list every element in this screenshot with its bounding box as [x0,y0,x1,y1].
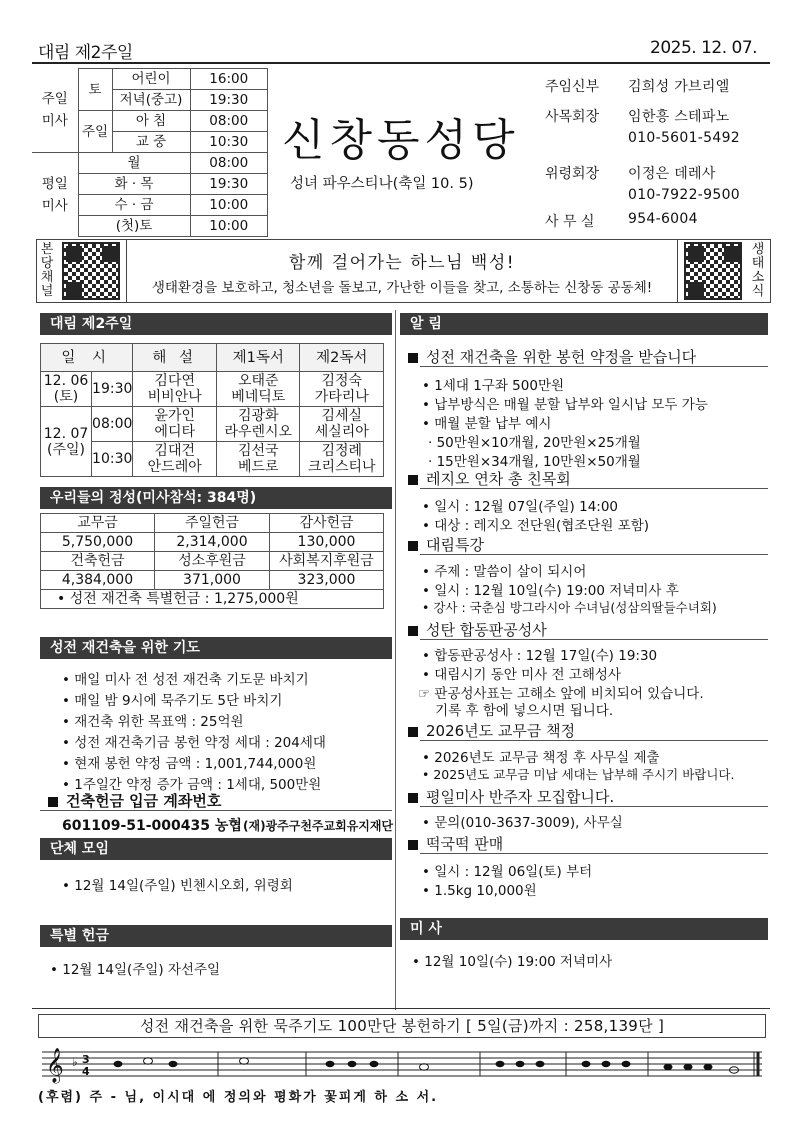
band-text: 생태환경을 보호하고, 청소년을 돌보고, 가난한 이들을 찾고, 소통하는 신창동 공동체! [151,280,653,296]
notice-item: • 1.5kg 10,000원 [422,883,537,899]
section-bar-prayer: 성전 재건축을 위한 기도 [40,637,392,659]
notice-heading: 대림특강 [408,534,484,555]
info-label: 위령회장 [545,166,600,182]
notice-item: • 대림시기 동안 미사 전 고해성사 [422,667,621,683]
notice-item: • 합동판공성사 : 12월 17일(수) 19:30 [422,648,658,664]
section-bar-mass: 미 사 [400,918,768,940]
square-bullet-icon [408,541,418,551]
account-number: 601109-51-000435 농협 [62,818,242,834]
notice-heading: 성전 재건축을 위한 봉헌 약정을 받습니다 [408,346,696,367]
info-value: 954-6004 [628,211,698,227]
notice-heading: 성탄 합동판공성사 [408,619,547,640]
square-bullet-icon [408,727,418,737]
liturgy-schedule-table: 일 시 해 설 제1독서 제2독서 12. 06 (토) 19:30 김다연 비비안나 오태준 베네딕토 김정숙 가타리나 12. 07 (주일) 08:00 윤가인 에디타 김광화 라우렌시오 김세실 세실리아 10:30 김대건 안드레아 김선국 베드로 김정례 크리스티나 [40,343,384,477]
notice-item: • 납부방식은 매월 분할 납부와 일시납 모두 가능 [422,397,708,413]
parish-title: 신창동성당 [282,115,520,166]
qr-code-icon[interactable] [62,242,120,300]
notice-item: • 일시 : 12월 10일(수) 19:00 저녁미사 후 [422,583,679,599]
band-left-vertical: 본당채널 [40,242,54,299]
prayer-item: • 매일 미사 전 성전 재건축 기도문 바치기 [62,672,309,688]
notice-heading: 떡국떡 판매 [408,833,503,854]
notice-item: • 주제 : 말씀이 살이 되시어 [422,564,587,580]
special-offering-item: • 12월 14일(주일) 자선주일 [50,962,221,978]
notice-item: • 일시 : 12월 07일(주일) 14:00 [422,499,619,515]
music-staff [38,1044,766,1084]
prayer-item: • 현재 봉헌 약정 금액 : 1,001,744,000원 [62,756,317,772]
rosary-campaign-bar: 성전 재건축을 위한 묵주기도 100만단 봉헌하기 [ 5일(금)까지 : 258,139단 ] [38,1014,766,1038]
info-value: 임한흥 스테파노 [628,109,730,125]
column-divider [395,310,396,1010]
parish-patron: 성녀 파우스티나(축일 10. 5) [290,176,474,192]
section-bar-schedule: 대림 제2주일 [40,313,392,335]
section-bar-offering: 우리들의 정성(미사참석: 384명) [40,487,392,509]
info-value: 이정은 데레사 [628,166,716,182]
prayer-item: • 1주일간 약정 증가 금액 : 1세대, 500만원 [62,777,322,793]
prayer-item: • 재건축 위한 목표액 : 25억원 [62,714,244,730]
header-rule [32,62,770,64]
account-heading: 건축헌금 입금 계좌번호 [48,790,221,811]
header-left: 대림 제2주일 [38,43,133,63]
prayer-item: • 매일 밤 9시에 묵주기도 5단 바치기 [62,693,283,709]
svg-text:♭: ♭ [72,1055,78,1069]
info-label: 사 무 실 [545,214,595,230]
notice-item: • 강사 : 국춘심 방그라시아 수녀님(성삼의딸들수녀회) [422,600,717,615]
notice-item: • 문의(010-3637-3009), 사무실 [422,815,623,831]
svg-text:3: 3 [82,1053,90,1066]
info-label: 주임신부 [545,79,600,95]
square-bullet-icon [408,793,418,803]
square-bullet-icon [408,353,418,363]
band-title: 함께 걸어가는 하느님 백성! [288,253,516,273]
mass-notice-item: • 12월 10일(수) 19:00 저녁미사 [412,954,613,970]
square-bullet-icon [408,475,418,485]
notice-item: • 매월 분할 납부 예시 [422,416,552,432]
info-phone: 010-7922-9500 [628,187,740,203]
hymn-lyrics: (후렴) 주 - 님, 이시대 에 정의와 평화가 꽃피게 하 소 서. [38,1090,439,1105]
account-owner: (재)광주구천주교회유지재단 [243,819,394,833]
notice-heading: 평일미사 반주자 모집합니다. [408,786,614,807]
notice-item: • 1세대 1구좌 500만원 [422,378,565,394]
notice-item: 기록 후 함에 넣으시면 됩니다. [418,703,614,719]
notice-heading: 레지오 연차 총 친목회 [408,468,571,489]
band-right-vertical: 생태소식 [751,242,765,299]
qr-code-icon[interactable] [684,242,742,300]
groups-item: • 12월 14일(주일) 빈첸시오회, 위령회 [62,878,293,894]
info-label: 사목회장 [545,109,600,125]
mass-times-table: 주일 미사 토 어린이 16:00 저녁(중고) 19:30 주일 아 침 08:00 교 중 10:30 평일 미사 월 08:00 화 · 목 19:30 수 · 금 10:00 (첫)토 10:00 [32,68,268,237]
notice-item: • 일시 : 12월 06일(토) 부터 [422,864,593,880]
notice-item: • 2026년도 교무금 책정 후 사무실 제출 [422,750,660,766]
notice-heading: 2026년도 교무금 책정 [408,720,575,741]
section-bar-notices: 알 림 [400,313,768,335]
svg-text:𝄞: 𝄞 [46,1048,64,1083]
section-bar-special-offering: 특별 헌금 [40,925,392,947]
header-date: 2025. 12. 07. [650,38,758,58]
info-value: 김희성 가브리엘 [628,79,730,95]
notice-item: ☞ 판공성사표는 고해소 앞에 비치되어 있습니다. [418,686,704,702]
prayer-item: • 성전 재건축기금 봉헌 약정 세대 : 204세대 [62,735,326,751]
notice-item: · 15만원×34개월, 10만원×50개월 [428,454,641,470]
square-bullet-icon [48,797,58,807]
section-bar-groups: 단체 모임 [40,838,392,860]
notice-item: • 대상 : 레지오 전단원(협조단원 포함) [422,518,650,534]
offering-table: 교무금 주일헌금 감사헌금 5,750,000 2,314,000 130,000 건축헌금 성소후원금 사회복지후원금 4,384,000 371,000 323,000 • 성전 재건축 특별헌금 : 1,275,000원 [40,513,384,609]
square-bullet-icon [408,840,418,850]
square-bullet-icon [408,626,418,636]
svg-text:4: 4 [82,1065,90,1078]
notice-item: · 50만원×10개월, 20만원×25개월 [428,435,641,451]
notice-item: • 2025년도 교무금 미납 세대는 납부해 주시기 바랍니다. [422,767,735,782]
info-phone: 010-5601-5492 [628,130,740,146]
